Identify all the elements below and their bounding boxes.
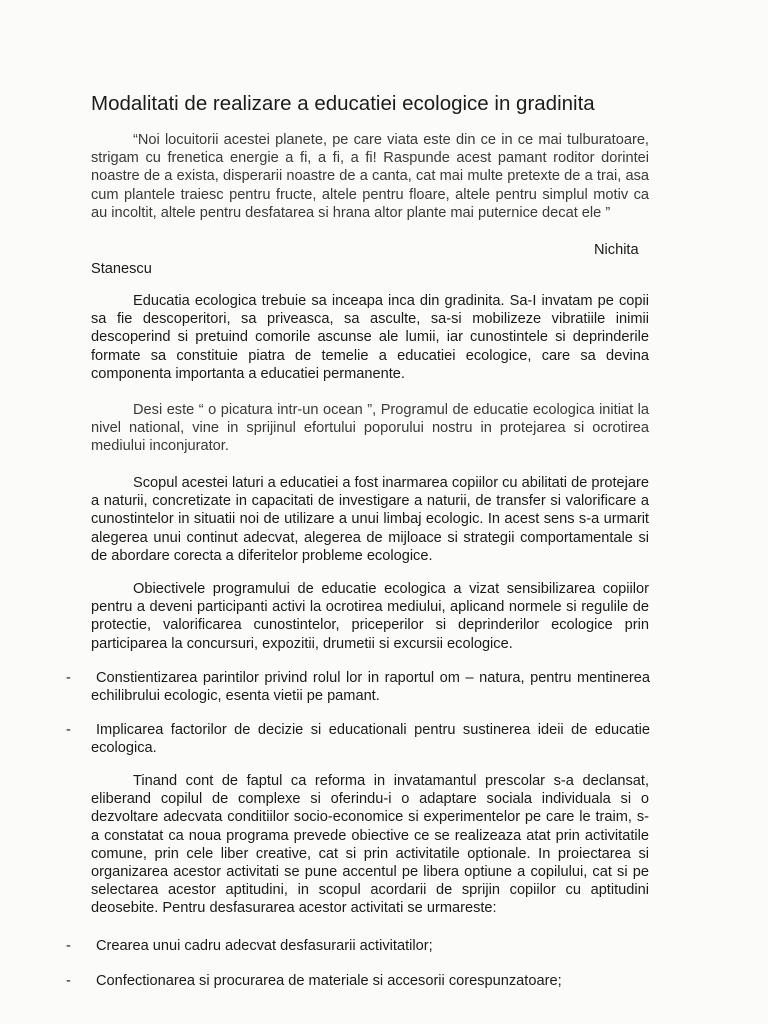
paragraph-text: Scopul acestei laturi a educatiei a fost inarmarea copiilor cu abilitati de protejare a naturii, concretizate in capacitati de investigare a naturii, de transfer si valorificare a cunostintelor in situatii noi de utilizare a unui limbaj ecologic. In acest sens s-a urmarit alegerea unui continut adecvat, alegerea de mijloace si strategii comportamentale si de abordare corecta a diferitelor probleme ecologice. xyxy=(91,475,649,564)
quote-author-first-name: Nichita xyxy=(594,242,639,258)
bullet-dash: - xyxy=(66,938,71,954)
page-title: Modalitati de realizare a educatiei ecologice in gradinita xyxy=(91,92,595,115)
paragraph-text: Obiectivele programului de educatie ecologica a vizat sensibilizarea copiilor pentru a deveni participanti activi la ocrotirea mediului, aplicand normele si regulile de protectie, valorificarea cunostintelor, priceperilor si deprinderilor ecologice prin participarea la concursuri, expozitii, drumetii si excursii ecologice. xyxy=(91,581,649,652)
paragraph-text: Educatia ecologica trebuie sa inceapa inca din gradinita. Sa-I invatam pe copii sa fie descoperitori, sa priveasca, sa asculte, sa-si mobilizeze vibratiile inimii descoperind si pretuind comorile ascunse ale lumii, iar cunostintele si deprinderile formate sa constituie piatra de temelie a educatiei ecologice, care sa devina componenta importanta a educatiei permanente. xyxy=(91,293,649,382)
bullet-dash: - xyxy=(66,973,71,989)
list-item-text: Crearea unui cadru adecvat desfasurarii activitatilor; xyxy=(96,938,433,954)
list-item-text: Constientizarea parintilor privind rolul lor in raportul om – natura, pentru mentinerea echilibrului ecologic, esenta vietii pe pamant. xyxy=(91,670,650,705)
body-paragraph xyxy=(91,772,649,918)
list-item xyxy=(66,669,650,705)
body-paragraph xyxy=(91,401,649,456)
list-item-text: Confectionarea si procurarea de materiale si accesorii corespunzatoare; xyxy=(96,973,562,989)
quote-author-last-name: Stanescu xyxy=(91,261,152,277)
paragraph-text: Tinand cont de faptul ca reforma in invatamantul prescolar s-a declansat, eliberand copilul de complexe si oferindu-i o adaptare sociala individuala si o dezvoltare adecvata conditiilor socio-economice si experimentelor pe care le traim, s-a constatat ca noua programa prevede obiective ce se realizeaza atat prin activitatile comune, prin cele liber creative, cat si prin activitatile optionale. In proiectarea si organizarea acestor activitati se pune accentul pe libera optiune a copilului, cat si pe selectarea acestor aptitudini, in scopul acordarii de sprijin copiilor cu aptitudini deosebite. Pentru desfasurarea acestor activitati se urmareste: xyxy=(91,773,649,917)
quote-paragraph xyxy=(91,131,649,222)
list-item-text: Implicarea factorilor de decizie si educationali pentru sustinerea ideii de educatie ecologica. xyxy=(91,722,650,757)
paragraph-text: Desi este “ o picatura intr-un ocean ”, Programul de educatie ecologica initiat la nivel national, vine in sprijinul efortului poporului nostru in protejarea si ocrotirea mediului inconjurator. xyxy=(91,402,649,455)
bullet-dash: - xyxy=(66,722,71,738)
list-item xyxy=(66,972,650,990)
bullet-dash: - xyxy=(66,670,71,686)
quote-text: “Noi locuitorii acestei planete, pe care viata este din ce in ce mai tulburatoare, strigam cu frenetica energie a fi, a fi, a fi! Raspunde acest pamant roditor dorintei noastre de a exista, disperarii noastre de a canta, cat mai multe pretexte de a trai, asa cum plantele traiesc pentru fructe, altele pentru floare, altele pentru simplul motiv ca au incoltit, altele pentru desfatarea si hrana altor plante mai puternice decat ele ” xyxy=(91,132,649,221)
body-paragraph xyxy=(91,580,649,653)
body-paragraph xyxy=(91,292,649,383)
list-item xyxy=(66,721,650,757)
list-item xyxy=(66,937,650,955)
body-paragraph xyxy=(91,474,649,565)
